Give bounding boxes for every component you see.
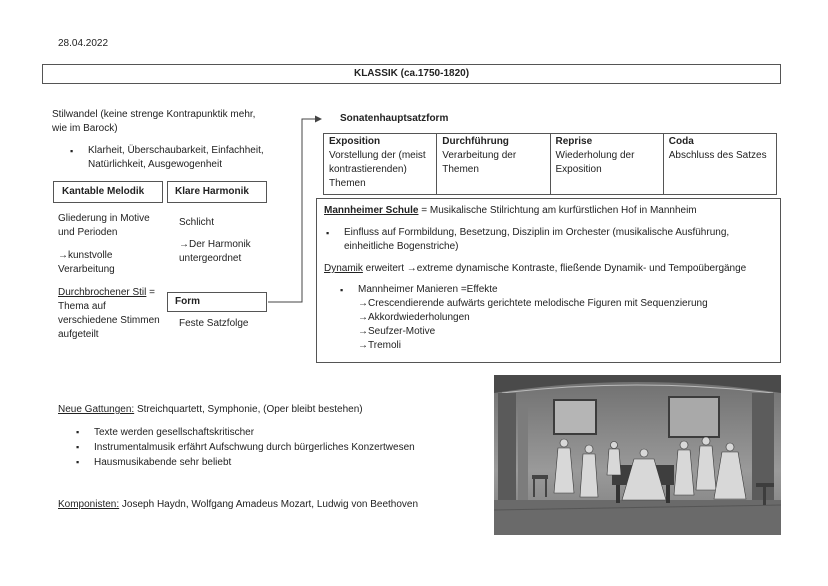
effekt-item: →Tremoli [358, 340, 401, 351]
sonata-head: Durchführung [442, 136, 509, 147]
manieren-bullet [358, 283, 768, 353]
komponisten-title: Komponisten: [58, 499, 120, 510]
durchbrochener-stil [58, 286, 168, 342]
komponisten-line [58, 498, 478, 512]
salon-painting-image [494, 375, 781, 535]
kantable-text-2: →kunstvolle Verarbeitung [58, 250, 115, 275]
sonata-head: Reprise [555, 136, 593, 147]
gattungen-item: ▪ Instrumentalmusik erfährt Aufschwung durch bürgerliches Konzertwesen [94, 440, 474, 455]
manieren-list [358, 283, 768, 353]
sonata-table [323, 133, 777, 195]
dynamik-rest: erweitert →extreme dynamische Kontraste, fließende Dynamik- und Tempoübergänge [362, 263, 747, 274]
form-label: Form [167, 292, 267, 312]
effekt-item: →Akkordwiederholungen [358, 312, 470, 323]
sonata-body: Wiederholung der Exposition [555, 150, 635, 175]
komponisten-rest: Joseph Haydn, Wolfgang Amadeus Mozart, Ludwig von Beethoven [119, 499, 419, 510]
sonata-cell-durchfuehrung [437, 134, 550, 195]
mannheim-box [316, 198, 781, 363]
harmonik-text-2: →Der Harmonik untergeordnet [179, 239, 251, 264]
intro-text: Stilwandel (keine strenge Kontrapunktik mehr, wie im Barock) [52, 109, 256, 134]
intro-bullet-list [88, 144, 278, 172]
sonata-body: Vorstellung der (meist kontrastierenden) Themen [329, 150, 426, 189]
page-title: KLASSIK (ca.1750-1820) [42, 64, 781, 84]
sonata-cell-exposition [324, 134, 437, 195]
sonata-head: Coda [668, 136, 694, 147]
kantable-text-1: Gliederung in Motive und Perioden [58, 213, 150, 238]
klare-harmonik-label: Klare Harmonik [167, 181, 267, 203]
mannheim-title: Mannheimer Schule [324, 205, 419, 216]
gattungen-item: ▪ Hausmusikabende sehr beliebt [94, 455, 474, 470]
sonata-body: Verarbeitung der Themen [442, 150, 517, 175]
effekt-item: →Crescendierende aufwärts gerichtete melodische Figuren mit Sequenzierung [358, 298, 708, 309]
sonata-title: Sonatenhauptsatzform [340, 113, 449, 124]
date: 28.04.2022 [58, 38, 109, 49]
gattungen-title: Neue Gattungen: [58, 404, 135, 415]
mannheim-bullet: ▪ Einfluss auf Formbildung, Besetzung, Disziplin im Orchester (musikalische Ausführung, einheitliche Bogenstriche) [344, 226, 764, 254]
sonata-head: Exposition [329, 136, 381, 147]
gattungen-list [94, 425, 474, 470]
mannheim-title-rest: = Musikalische Stilrichtung am kurfürstlichen Hof in Mannheim [418, 205, 697, 216]
gattungen-rest: Streichquartett, Symphonie, (Oper bleibt bestehen) [134, 404, 363, 415]
sonata-cell-coda [663, 134, 776, 195]
sonata-body: Abschluss des Satzes [668, 150, 767, 161]
dynamik-line [324, 262, 774, 276]
effekt-item: →Seufzer-Motive [358, 326, 436, 337]
mannheim-heading [324, 204, 774, 218]
gattungen-item: ▪ Texte werden gesellschaftskritischer [94, 425, 474, 440]
sonata-cell-reprise [550, 134, 663, 195]
durchbrochener-stil-title: Durchbrochener Stil [58, 287, 147, 298]
dynamik-title: Dynamik [324, 263, 363, 274]
form-text: Feste Satzfolge [179, 318, 249, 329]
painting-svg [494, 375, 781, 535]
manieren-title: ▪ Mannheimer Manieren =Effekte [358, 284, 498, 295]
gattungen-heading [58, 403, 478, 417]
durchbrochener-stil-text: = Thema auf verschiedene Stimmen aufgeteilt [58, 287, 160, 340]
intro-bullet: ▪ Klarheit, Überschaubarkeit, Einfachheit, Natürlichkeit, Ausgewogenheit [88, 144, 278, 172]
mannheim-bullet-list [344, 226, 764, 254]
harmonik-text-1: Schlicht [179, 217, 215, 228]
kantable-melodik-label: Kantable Melodik [53, 181, 163, 203]
